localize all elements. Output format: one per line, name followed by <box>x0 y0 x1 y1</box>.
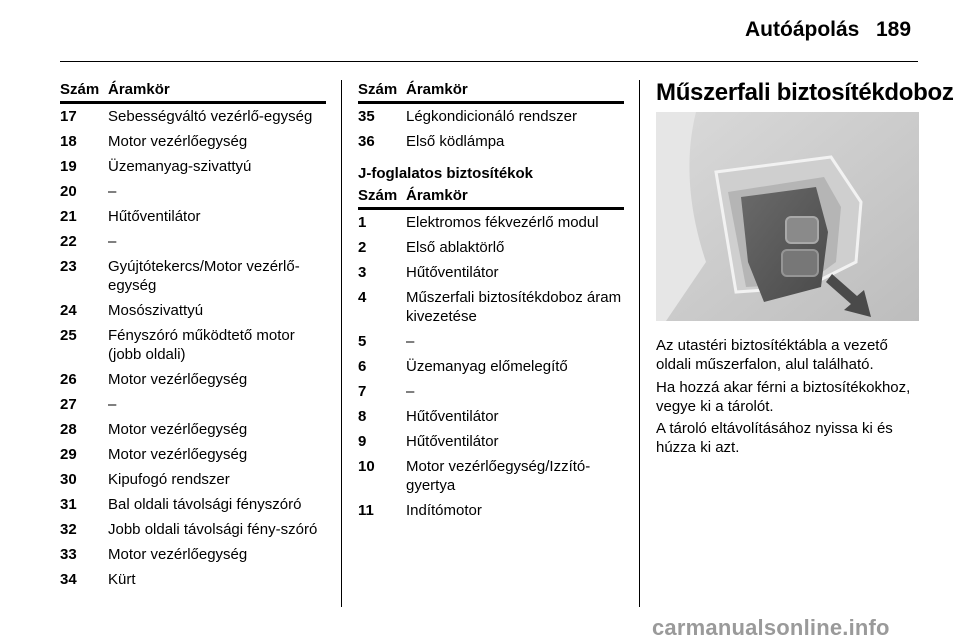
circuit-name: Fényszóró működtető motor (jobb oldali) <box>108 327 295 363</box>
fuse-number: 28 <box>60 421 77 438</box>
fuse-number: 8 <box>358 408 367 425</box>
fuse-number: 17 <box>60 108 77 125</box>
table-row <box>358 285 624 326</box>
fuse-number: 31 <box>60 496 77 513</box>
page-number: 189 <box>876 18 912 41</box>
fuse-number: 36 <box>358 133 375 150</box>
table-row <box>358 329 624 351</box>
table-row <box>358 235 624 257</box>
fuse-number: 11 <box>358 502 374 519</box>
table-row <box>60 392 326 414</box>
fuse-number: 35 <box>358 108 375 125</box>
circuit-name: – <box>108 396 117 413</box>
circuit-name: Hűtőventilátor <box>406 408 499 425</box>
circuit-name: Elektromos fékvezérlő modul <box>406 214 599 231</box>
fuse-box-photo <box>656 112 919 321</box>
circuit-name: Motor vezérlőegység <box>108 371 248 388</box>
paragraph-remove: A tároló eltávolításához nyissa ki és húzza ki azt. <box>656 420 893 456</box>
fuse-number: 1 <box>358 214 367 231</box>
table-row <box>60 179 326 201</box>
table-row <box>60 467 326 489</box>
circuit-name: Gyújtótekercs/Motor vezérlő-egység <box>108 258 300 294</box>
table-row <box>358 129 624 151</box>
table-row <box>60 154 326 176</box>
circuit-name: Első ködlámpa <box>406 133 505 150</box>
table-row <box>60 204 326 226</box>
circuit-name: Első ablaktörlő <box>406 239 505 256</box>
fuse-number: 7 <box>358 383 367 400</box>
page-title: Autóápolás <box>745 18 860 41</box>
j-fuse-subheading: J-foglalatos biztosítékok <box>358 165 534 182</box>
table-row <box>358 354 624 376</box>
fuse-number: 24 <box>60 302 77 319</box>
circuit-name: Üzemanyag előmelegítő <box>406 358 568 375</box>
circuit-name: Hűtőventilátor <box>406 433 499 450</box>
fuse-number: 20 <box>60 183 77 200</box>
circuit-name: Kipufogó rendszer <box>108 471 230 488</box>
table-row <box>60 567 326 589</box>
fuse-number: 26 <box>60 371 77 388</box>
table-row <box>60 323 326 364</box>
circuit-name: – <box>406 333 415 350</box>
fuse-number: 33 <box>60 546 77 563</box>
circuit-name: – <box>108 183 117 200</box>
fuse-number: 25 <box>60 327 77 344</box>
page-header <box>0 0 960 62</box>
circuit-name: Hűtőventilátor <box>108 208 201 225</box>
paragraph-access: Ha hozzá akar férni a biztosítékokhoz, vegye ki a tárolót. <box>656 379 911 415</box>
table-row <box>60 367 326 389</box>
fuse-table-2 <box>358 79 624 523</box>
header-number: Szám <box>358 81 398 98</box>
table-row <box>60 129 326 151</box>
circuit-name: – <box>108 233 117 250</box>
circuit-name: Motor vezérlőegység <box>108 546 248 563</box>
fuse-number: 32 <box>60 521 77 538</box>
header-number: Szám <box>358 187 398 204</box>
circuit-name: Hűtőventilátor <box>406 264 499 281</box>
table-row <box>60 417 326 439</box>
table-row <box>60 298 326 320</box>
column-divider-2 <box>639 80 640 607</box>
section-title: Műszerfali biztosítékdoboz <box>656 79 954 106</box>
dashboard-storage-illustration <box>656 112 919 321</box>
table-row <box>60 492 326 514</box>
fuse-number: 6 <box>358 358 367 375</box>
circuit-name: Motor vezérlőegység/Izzító-gyertya <box>406 458 591 494</box>
fuse-number: 30 <box>60 471 77 488</box>
circuit-name: Motor vezérlőegység <box>108 421 248 438</box>
fuse-number: 18 <box>60 133 77 150</box>
table-row <box>358 379 624 401</box>
fuse-number: 29 <box>60 446 77 463</box>
watermark-text: carmanualsonline.info <box>652 615 890 640</box>
paragraph-location: Az utastéri biztosítéktábla a vezető oldali műszerfalon, alul található. <box>656 337 888 373</box>
circuit-name: Kürt <box>108 571 136 588</box>
j-fuse-table-body <box>358 210 624 520</box>
table-row <box>358 210 624 232</box>
header-circuit: Áramkör <box>108 81 170 98</box>
table-row <box>60 229 326 251</box>
circuit-name: Motor vezérlőegység <box>108 446 248 463</box>
table-row <box>358 454 624 495</box>
fuse-number: 34 <box>60 571 77 588</box>
table-body <box>358 104 624 151</box>
circuit-name: Bal oldali távolsági fényszóró <box>108 496 302 513</box>
fuse-number: 23 <box>60 258 77 275</box>
table-header <box>358 79 624 104</box>
table-row <box>358 260 624 282</box>
fuse-number: 10 <box>358 458 375 475</box>
fuse-number: 3 <box>358 264 367 281</box>
fuse-number: 19 <box>60 158 77 175</box>
header-rule <box>60 61 918 62</box>
circuit-name: – <box>406 383 415 400</box>
table-header <box>60 79 326 104</box>
table-row <box>60 104 326 126</box>
circuit-name: Indítómotor <box>406 502 482 519</box>
table-row <box>358 104 624 126</box>
table-row <box>358 404 624 426</box>
j-fuse-table-header <box>358 185 624 210</box>
fuse-number: 4 <box>358 289 367 306</box>
table-row <box>60 254 326 295</box>
header-circuit: Áramkör <box>406 187 468 204</box>
circuit-name: Motor vezérlőegység <box>108 133 248 150</box>
table-row <box>358 498 624 520</box>
fuse-number: 5 <box>358 333 367 350</box>
circuit-name: Légkondicionáló rendszer <box>406 108 577 125</box>
fuse-table-1 <box>60 79 326 592</box>
table-row <box>60 517 326 539</box>
circuit-name: Mosószivattyú <box>108 302 204 319</box>
circuit-name: Jobb oldali távolsági fény-szóró <box>108 521 318 538</box>
fuse-number: 27 <box>60 396 77 413</box>
fuse-number: 2 <box>358 239 367 256</box>
circuit-name: Műszerfali biztosítékdoboz áram kivezetése <box>406 289 622 325</box>
table-body <box>60 104 326 589</box>
table-row <box>60 442 326 464</box>
column-divider-1 <box>341 80 342 607</box>
table-row <box>358 429 624 451</box>
header-circuit: Áramkör <box>406 81 468 98</box>
circuit-name: Sebességváltó vezérlő-egység <box>108 108 313 125</box>
fuse-number: 9 <box>358 433 367 450</box>
table-row <box>60 542 326 564</box>
circuit-name: Üzemanyag-szivattyú <box>108 158 252 175</box>
header-number: Szám <box>60 81 100 98</box>
fuse-number: 22 <box>60 233 77 250</box>
fuse-number: 21 <box>60 208 77 225</box>
